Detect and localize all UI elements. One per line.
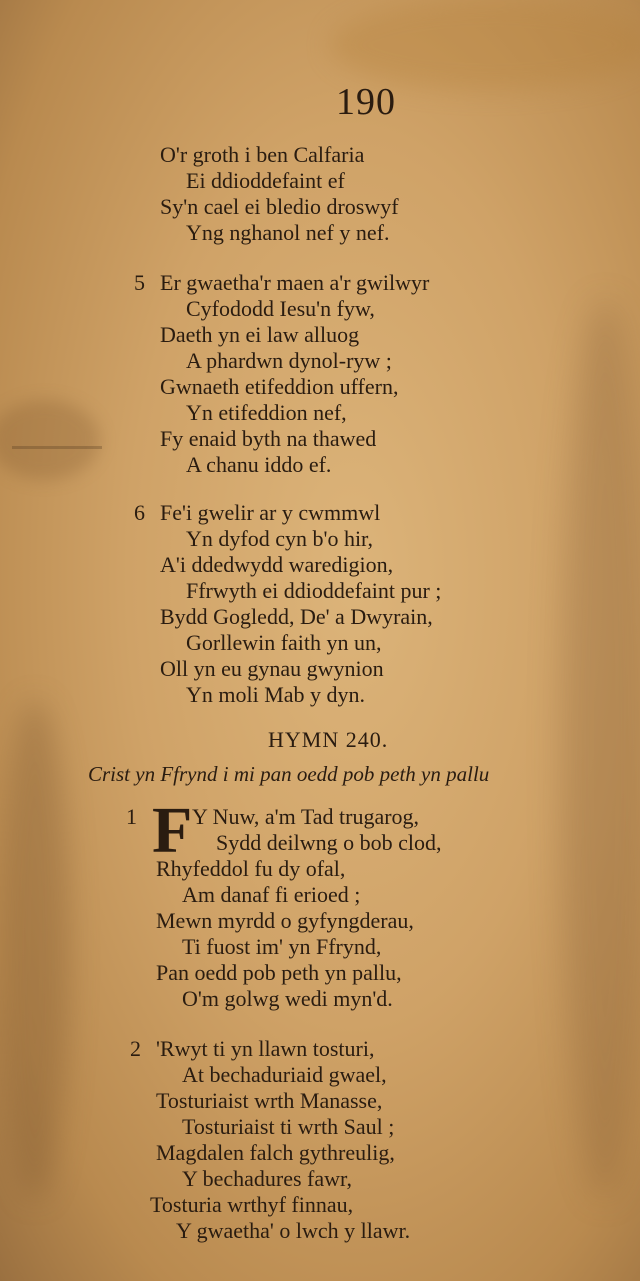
verse-number: 6 [134, 500, 145, 525]
verse-number: 1 [126, 804, 137, 829]
verse-line: Rhyfeddol fu dy ofal, [156, 856, 346, 881]
verse-line: Yn etifeddion nef, [186, 400, 347, 425]
verse-line: Pan oedd pob peth yn pallu, [156, 960, 402, 985]
verse-line: Bydd Gogledd, De' a Dwyrain, [160, 604, 433, 629]
verse-line: Am danaf fi erioed ; [182, 882, 361, 907]
verse-line: Ti fuost im' yn Ffrynd, [182, 934, 382, 959]
verse-line: Sydd deilwng o bob clod, [216, 830, 442, 855]
verse-line: Yn moli Mab y dyn. [186, 682, 366, 707]
hymn-title: HYMN 240. [268, 727, 389, 752]
verse-line: At bechaduriaid gwael, [182, 1062, 387, 1087]
verse-line: Cyfododd Iesu'n fyw, [186, 296, 375, 321]
verse-line: Er gwaetha'r maen a'r gwilwyr [160, 270, 430, 295]
verse-line: Y gwaetha' o lwch y llawr. [176, 1218, 411, 1243]
verse-line: Y bechadures fawr, [182, 1166, 352, 1191]
verse-number: 2 [130, 1036, 141, 1061]
verse-line: Sy'n cael ei bledio droswyf [160, 194, 399, 219]
verse-line: Ffrwyth ei ddioddefaint pur ; [186, 578, 442, 603]
paper-stain [560, 300, 640, 1200]
verse-line: Yng nghanol nef y nef. [186, 220, 390, 245]
paper-stain [0, 700, 70, 1200]
verse-line: O'r groth i ben Calfaria [160, 142, 365, 167]
verse-line: A phardwn dynol-ryw ; [186, 348, 392, 373]
page-number: 190 [336, 81, 396, 123]
verse-line: Gwnaeth etifeddion uffern, [160, 374, 399, 399]
verse-line: Tosturiaist wrth Manasse, [156, 1088, 383, 1113]
verse-line: Yn dyfod cyn b'o hir, [186, 526, 373, 551]
verse-line: Y Nuw, a'm Tad trugarog, [192, 804, 420, 829]
margin-smudge [12, 446, 102, 449]
verse-line: Tosturiaist ti wrth Saul ; [182, 1114, 395, 1139]
verse-line: A'i ddedwydd waredigion, [160, 552, 394, 577]
verse-line: Daeth yn ei law alluog [160, 322, 360, 347]
verse-line: Oll yn eu gynau gwynion [160, 656, 384, 681]
verse-number: 5 [134, 270, 145, 295]
verse-line: Fy enaid byth na thawed [160, 426, 377, 451]
verse-line: A chanu iddo ef. [186, 452, 332, 477]
verse-line: Mewn myrdd o gyfyngderau, [156, 908, 414, 933]
paper-stain [0, 400, 100, 480]
paper-stain [330, 0, 640, 90]
verse-line: Magdalen falch gythreulig, [156, 1140, 395, 1165]
verse-line: Ei ddioddefaint ef [186, 168, 345, 193]
verse-line: 'Rwyt ti yn llawn tosturi, [156, 1036, 375, 1061]
verse-line: Fe'i gwelir ar y cwmmwl [160, 500, 381, 525]
verse-line: O'm golwg wedi myn'd. [182, 986, 393, 1011]
verse-line: Gorllewin faith yn un, [186, 630, 382, 655]
hymn-tune-line: Crist yn Ffrynd i mi pan oedd pob peth yn pallu [88, 762, 490, 786]
drop-cap: F [152, 794, 193, 867]
verse-line: Tosturia wrthyf finnau, [150, 1192, 354, 1217]
